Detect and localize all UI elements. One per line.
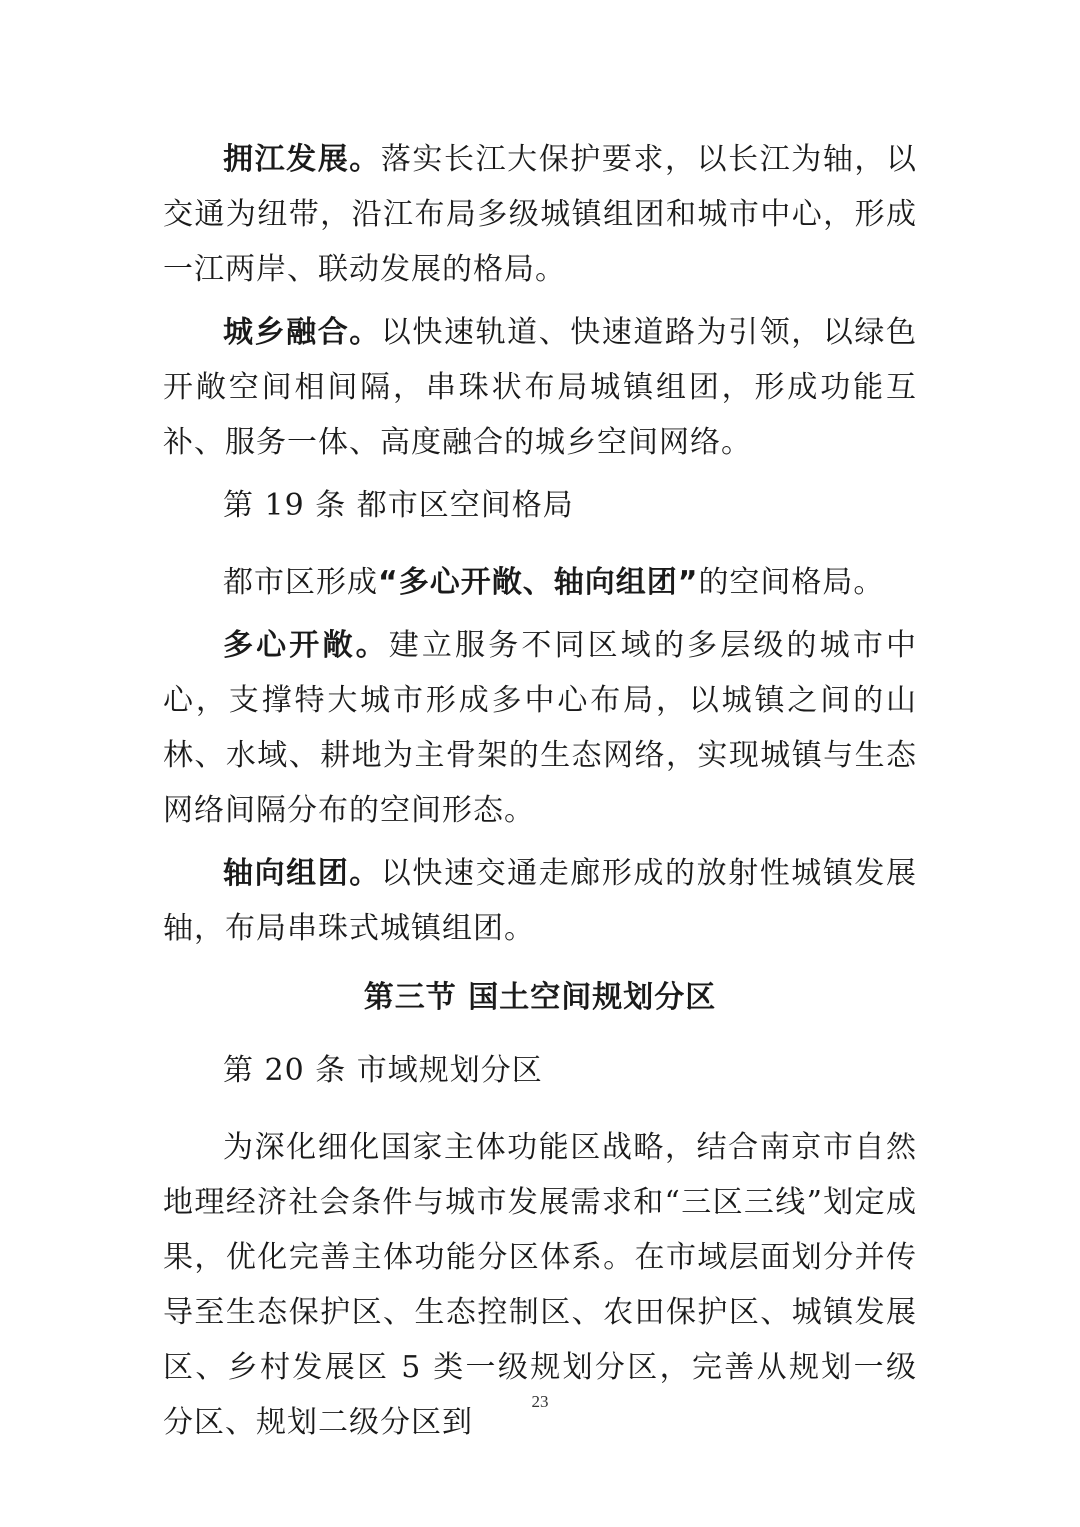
page-number: 23 <box>531 1392 549 1411</box>
paragraph-yongjiang <box>163 132 917 297</box>
paragraph-text: 都市区形成 <box>223 565 378 600</box>
section-3-title: 第三节 国土空间规划分区 <box>363 980 717 1015</box>
article-19-title: 第 19 条 都市区空间格局 <box>223 488 574 523</box>
paragraph-lead: 多心开敞。 <box>223 628 389 663</box>
article-20-title: 第 20 条 市域规划分区 <box>223 1053 543 1088</box>
paragraph-dushiqu <box>163 555 917 610</box>
paragraph-lead: 轴向组团。 <box>223 856 381 891</box>
paragraph-text: 落实长江大保护要求，以长江为轴，以交通为纽带，沿江布局多级城镇组团和城市中心，形成一江两岸、联动发展的格局。 <box>163 142 918 287</box>
paragraph-text: 以快速轨道、快速道路为引领，以绿色开敞空间相间隔，串珠状布局城镇组团，形成功能互补、服务一体、高度融合的城乡空间网络。 <box>163 315 918 460</box>
paragraph-text: 以快速交通走廊形成的放射性城镇发展轴，布局串珠式城镇组团。 <box>163 856 918 946</box>
paragraph-chengxiang <box>163 305 917 470</box>
paragraph-text: 建立服务不同区域的多层级的城市中心，支撑特大城市形成多中心布局，以城镇之间的山林、水域、耕地为主骨架的生态网络，实现城镇与生态网络间隔分布的空间形态。 <box>163 628 917 828</box>
paragraph-duoxin <box>163 618 917 838</box>
paragraph-lead: 拥江发展。 <box>223 142 381 177</box>
paragraph-zhouxiang <box>163 846 917 956</box>
paragraph-shenhua: 为深化细化国家主体功能区战略，结合南京市自然地理经济社会条件与城市发展需求和“三区三线”划定成果，优化完善主体功能分区体系。在市域层面划分并传导至生态保护区、生态控制区、农田保护区、城镇发展区、乡村发展区 5 类一级规划分区，完善从规划一级分区、规划二级分区到 <box>163 1130 917 1440</box>
pattern-quote: “多心开敞、轴向组团” <box>378 565 699 600</box>
paragraph-lead: 城乡融合。 <box>223 315 381 350</box>
document-body <box>163 132 917 1458</box>
paragraph-text: 的空间格局。 <box>698 565 885 600</box>
